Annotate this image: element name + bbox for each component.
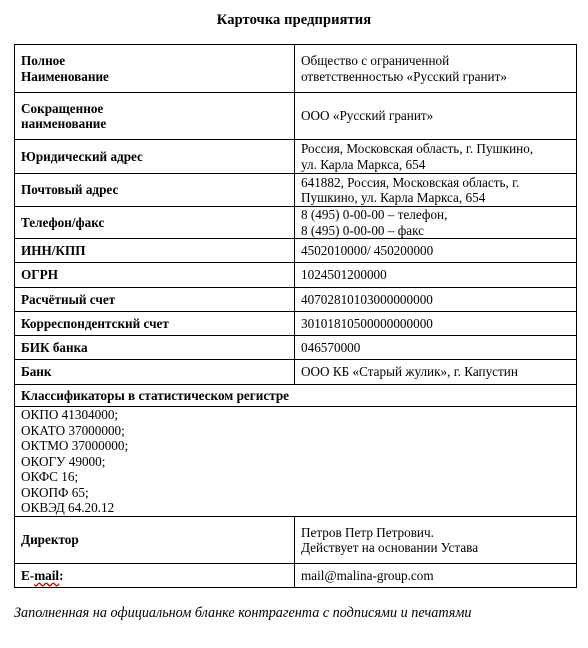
table-row-email [15,564,577,588]
table-row-inn-kpp [15,239,577,263]
table-row-director [15,517,577,564]
table-row-correspondent-account [15,312,577,336]
value-inn-kpp: 4502010000/ 450200000 [295,239,577,263]
classifier-item: ОКПО 41304000; [21,407,119,423]
table-row-legal-address [15,140,577,174]
label-full-name: Полное Наименование [15,45,295,93]
classifier-item: ОКФС 16; [21,469,79,485]
value-short-name: ООО «Русский гранит» [295,93,577,140]
table-row-full-name [15,45,577,93]
label-phone-fax: Телефон/факс [15,207,295,239]
label-settlement-account: Расчётный счет [15,288,295,312]
classifier-item: ОКОГУ 49000; [21,453,106,469]
table-row-bank-bik [15,336,577,360]
value-full-name: Общество с ограниченной ответственностью «Русский гранит» [295,45,577,93]
value-director: Петров Петр Петрович. Действует на основании Устава [295,517,577,564]
value-settlement-account: 40702810103000000000 [295,288,577,312]
value-legal-address: Россия, Московская область, г. Пушкино, ул. Карла Маркса, 654 [295,140,577,174]
value-email: mail@malina-group.com [295,564,577,588]
label-email: E-mail: [15,564,295,588]
classifier-item: ОКОПФ 65; [21,484,89,500]
table-row-bank [15,360,577,385]
value-ogrn: 1024501200000 [295,263,577,288]
value-correspondent-account: 30101810500000000000 [295,312,577,336]
classifiers-heading: Классификаторы в статистическом регистре [15,385,577,407]
label-short-name: Сокращенное наименование [15,93,295,140]
table-row-settlement-account [15,288,577,312]
table-row-postal-address [15,174,577,207]
label-bank: Банк [15,360,295,385]
table-row-phone-fax [15,207,577,239]
classifier-item: ОКВЭД 64.20.12 [21,500,115,516]
label-ogrn: ОГРН [15,263,295,288]
label-inn-kpp: ИНН/КПП [15,239,295,263]
label-postal-address: Почтовый адрес [15,174,295,207]
page-title: Карточка предприятия [216,12,372,28]
value-postal-address: 641882, Россия, Московская область, г. Пушкино, ул. Карла Маркса, 654 [295,174,577,207]
company-card-table [14,44,577,588]
table-row-classifiers-heading [15,385,577,407]
label-correspondent-account: Корреспондентский счет [15,312,295,336]
table-row-short-name [15,93,577,140]
classifier-item: ОКАТО 37000000; [21,422,125,438]
table-row-classifiers-list [15,407,577,517]
classifier-item: ОКТМО 37000000; [21,438,129,454]
label-legal-address: Юридический адрес [15,140,295,174]
label-bank-bik: БИК банка [15,336,295,360]
classifiers-list [15,407,577,517]
label-director: Директор [15,517,295,564]
value-phone-fax: 8 (495) 0-00-00 – телефон, 8 (495) 0-00-00 – факс [295,207,577,239]
value-bank-bik: 046570000 [295,336,577,360]
value-bank: ООО КБ «Старый жулик», г. Капустин [295,360,577,385]
table-row-ogrn [15,263,577,288]
footer-note: Заполненная на официальном бланке контрагента с подписями и печатями [14,605,472,621]
